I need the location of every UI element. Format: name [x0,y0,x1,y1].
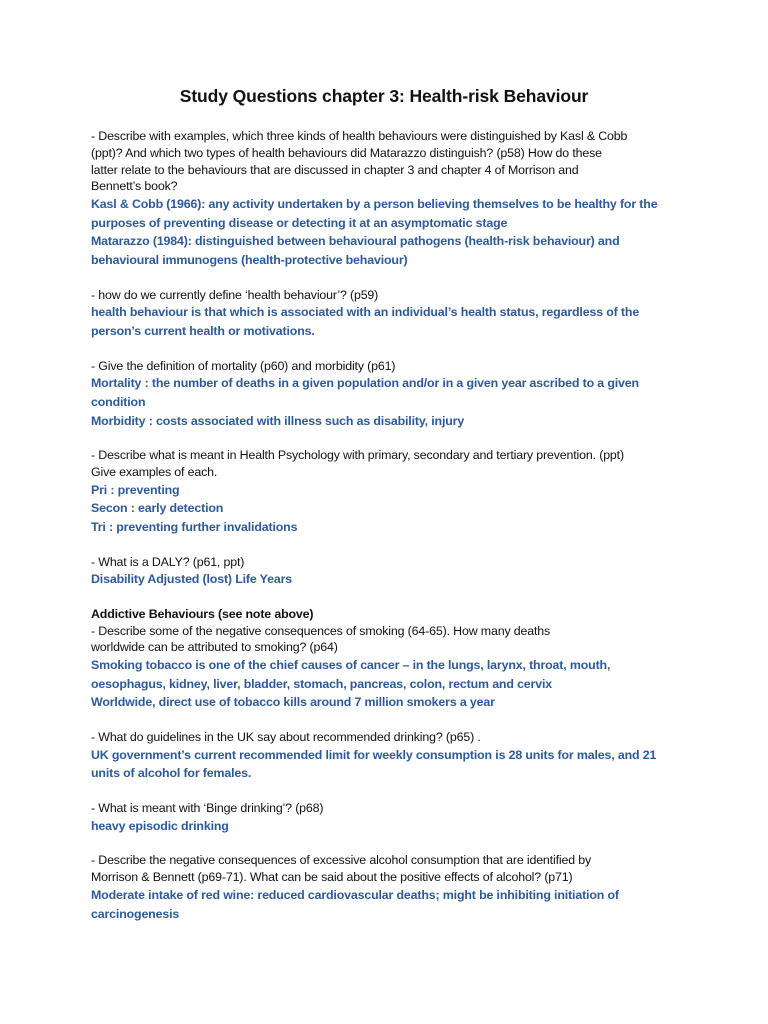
answer-line: purposes of preventing disease or detecting it at an asymptomatic stage [91,215,508,230]
question-line: - What do guidelines in the UK say about recommended drinking? (p65) . [91,730,481,745]
qa-section-prevention [91,447,691,536]
spacer [91,712,691,729]
answer-line: Moderate intake of red wine: reduced cardiovascular deaths; might be inhibiting initiation of [91,888,619,903]
spacer [91,270,691,287]
spacer [91,430,691,447]
answer-line: Pri : preventing [91,482,180,497]
question-line: latter relate to the behaviours that are discussed in chapter 3 and chapter 4 of Morrison and [91,162,579,177]
answer-line: units of alcohol for females. [91,766,252,781]
answer-line: oesophagus, kidney, liver, bladder, stomach, pancreas, colon, rectum and cervix [91,676,552,691]
question-line: Morrison & Bennett (p69-71). What can be said about the positive effects of alcohol? (p71) [91,870,573,885]
document-body [91,128,691,923]
question-line: - Describe what is meant in Health Psychology with primary, secondary and tertiary prevention. (ppt) [91,448,624,463]
answer-line: heavy episodic drinking [91,818,229,833]
question-line: (ppt)? And which two types of health behaviours did Matarazzo distinguish? (p58) How do these [91,145,602,160]
question-line: - how do we currently define ‘health behaviour’? (p59) [91,287,379,302]
answer-line: behavioural immunogens (health-protective behaviour) [91,252,408,267]
question-line: - Describe some of the negative consequences of smoking (64-65). How many deaths [91,623,551,638]
answer-line: person’s current health or motivations. [91,323,315,338]
answer-line: Mortality : the number of deaths in a given population and/or in a given year ascribed to a given [91,376,639,391]
qa-section-daly [91,554,691,589]
question-line: - What is meant with ‘Binge drinking’? (p68) [91,801,324,816]
answer-line: Tri : preventing further invalidations [91,519,298,534]
spacer [91,537,691,554]
qa-section-smoking [91,606,691,712]
answer-line: Secon : early detection [91,501,224,516]
qa-section-drinking-guidelines [91,729,691,783]
answer-line: carcinogenesis [91,906,180,921]
spacer [91,783,691,800]
answer-line: Worldwide, direct use of tobacco kills around 7 million smokers a year [91,695,495,710]
qa-section-binge-drinking [91,800,691,835]
question-line: - Describe the negative consequences of excessive alcohol consumption that are identified by [91,853,592,868]
answer-line: Disability Adjusted (lost) Life Years [91,572,293,587]
spacer [91,835,691,852]
qa-section-alcohol-effects [91,852,691,923]
answer-line: Morbidity : costs associated with illness such as disability, injury [91,413,465,428]
answer-line: UK government’s current recommended limit for weekly consumption is 28 units for males, and 21 [91,747,657,762]
question-line: - What is a DALY? (p61, ppt) [91,554,245,569]
qa-section-definition [91,287,691,341]
answer-line: health behaviour is that which is associated with an individual’s health status, regardless of the [91,305,640,320]
qa-section-mortality [91,358,691,431]
section-heading: Addictive Behaviours (see note above) [91,606,314,621]
question-line: Give examples of each. [91,464,218,479]
question-line: Bennett’s book? [91,179,178,194]
answer-line: Smoking tobacco is one of the chief causes of cancer – in the lungs, larynx, throat, mouth, [91,658,611,673]
qa-section-health-behaviours [91,128,691,270]
page-title: Study Questions chapter 3: Health-risk Behaviour [179,86,589,106]
question-line: - Give the definition of mortality (p60) and morbidity (p61) [91,358,396,373]
spacer [91,341,691,358]
answer-line: Matarazzo (1984): distinguished between behavioural pathogens (health-risk behaviour) and [91,234,620,249]
question-line: worldwide can be attributed to smoking? (p64) [91,640,338,655]
answer-line: condition [91,394,146,409]
question-line: - Describe with examples, which three kinds of health behaviours were distinguished by Kasl & Cobb [91,129,628,143]
answer-line: Kasl & Cobb (1966): any activity undertaken by a person believing themselves to be healthy for the [91,197,658,212]
spacer [91,589,691,606]
